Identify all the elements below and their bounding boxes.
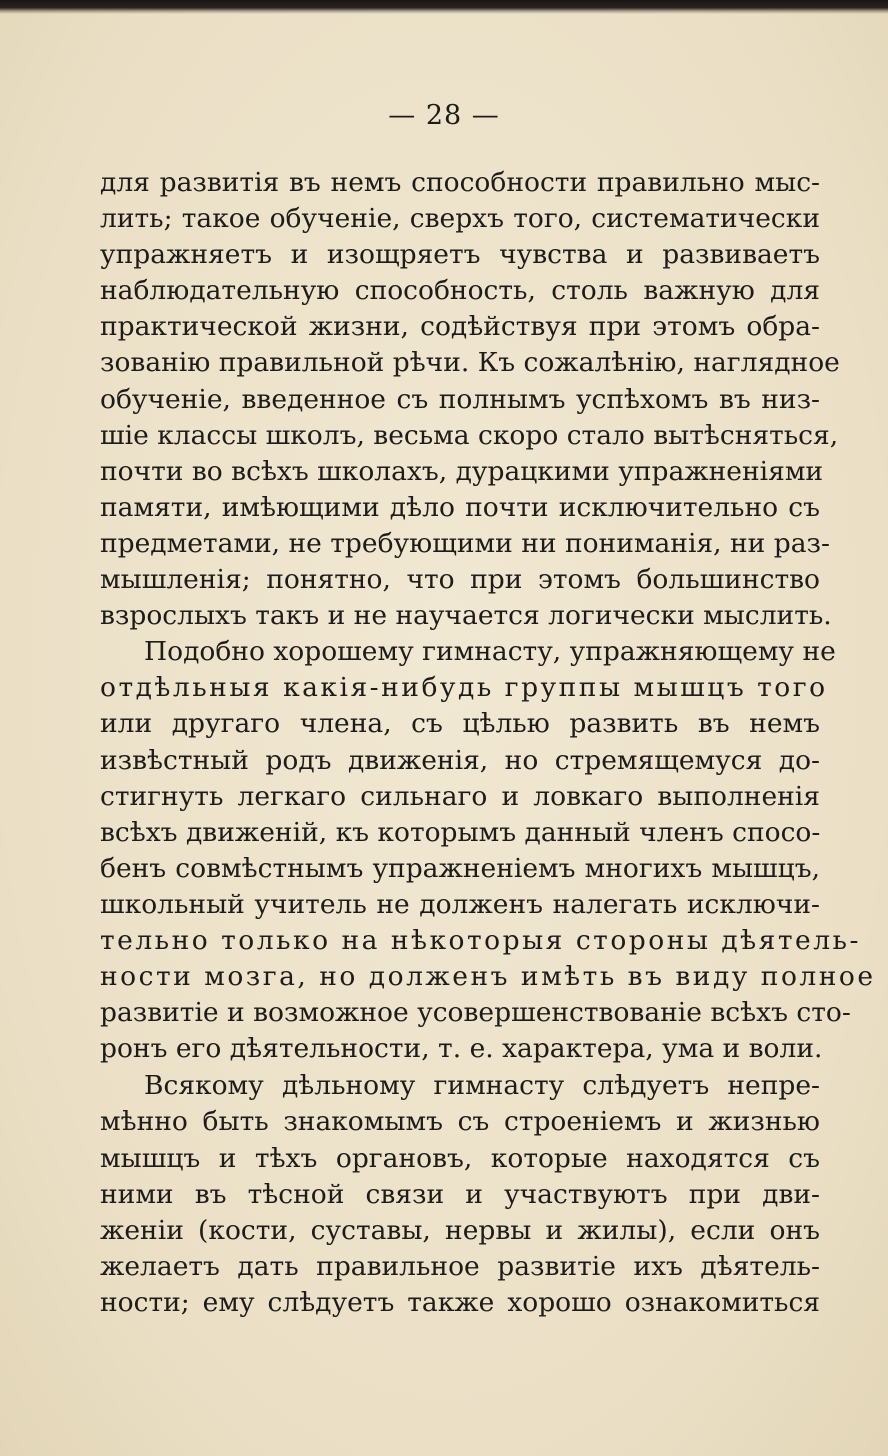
text-line: или другаго члена, съ цѣлью развить въ немъ bbox=[100, 708, 820, 740]
text-line: бенъ совмѣстнымъ упражненіемъ многихъ мышцъ, bbox=[100, 852, 820, 884]
text-line: лить; такое обученіе, сверхъ того, систематически bbox=[100, 203, 820, 235]
text-line: ности; ему слѣдуетъ также хорошо ознакомиться bbox=[100, 1286, 820, 1318]
text-line: ними въ тѣсной связи и участвуютъ при дви- bbox=[100, 1178, 820, 1210]
text-line: упражняетъ и изощряетъ чувства и развиваетъ bbox=[100, 239, 820, 271]
text-line: желаетъ дать правильное развитіе ихъ дѣятель- bbox=[100, 1250, 820, 1282]
paragraph-2 bbox=[100, 634, 876, 1067]
text-line: тельно только на нѣкоторыя стороны дѣятель- bbox=[100, 924, 861, 956]
text-line: школьный учитель не долженъ налегать исключи- bbox=[100, 888, 820, 920]
page-number: — 28 — bbox=[388, 100, 500, 131]
text-line: ронъ его дѣятельности, т. е. характера, ума и воли. bbox=[100, 1033, 823, 1065]
text-line: Подобно хорошему гимнасту, упражняющему не bbox=[144, 636, 836, 668]
text-line: мышленія; понятно, что при этомъ большинство bbox=[100, 564, 820, 596]
text-line: мышцъ и тѣхъ органовъ, которые находятся съ bbox=[100, 1142, 820, 1174]
text-line: всѣхъ движеній, къ которымъ данный членъ спосо- bbox=[100, 816, 821, 848]
text-line: практической жизни, содѣйствуя при этомъ обра- bbox=[100, 311, 820, 343]
text-line: взрослыхъ такъ и не научается логически мыслить. bbox=[100, 600, 832, 632]
text-line: ности мозга, но долженъ имѣть въ виду полное bbox=[100, 961, 876, 993]
text-line: для развитія въ немъ способности правильно мыс- bbox=[100, 167, 820, 198]
text-line: Всякому дѣльному гимнасту слѣдуетъ непре- bbox=[144, 1070, 820, 1102]
text-line: предметами, не требующими ни пониманія, ни раз- bbox=[100, 527, 830, 559]
text-line: развитіе и возможное усовершенствованіе всѣхъ сто- bbox=[100, 997, 851, 1029]
paragraph-3 bbox=[100, 1068, 820, 1321]
body-text bbox=[100, 165, 876, 1321]
text-line: шіе классы школъ, весьма скоро стало вытѣсняться, bbox=[100, 419, 839, 451]
text-line: стигнуть легкаго сильнаго и ловкаго выполненія bbox=[100, 780, 820, 812]
text-line: мѣнно быть знакомымъ съ строеніемъ и жизнью bbox=[100, 1106, 820, 1138]
text-line: почти во всѣхъ школахъ, дурацкими упражненіями bbox=[100, 455, 824, 487]
text-line: наблюдательную способность, столь важную для bbox=[100, 275, 820, 307]
text-line: женіи (кости, суставы, нервы и жилы), если онъ bbox=[100, 1214, 820, 1246]
text-line: обученіе, введенное съ полнымъ успѣхомъ въ низ- bbox=[100, 383, 820, 415]
text-line: извѣстный родъ движенія, но стремящемуся до- bbox=[100, 744, 820, 776]
paragraph-1 bbox=[100, 165, 840, 634]
page-top-edge bbox=[0, 0, 888, 14]
text-line: зованію правильной рѣчи. Къ сожалѣнію, наглядное bbox=[100, 347, 840, 379]
text-line: отдѣльныя какія-нибудь группы мышцъ того bbox=[100, 672, 828, 704]
text-line: памяти, имѣющими дѣло почти исключительно съ bbox=[100, 491, 820, 523]
